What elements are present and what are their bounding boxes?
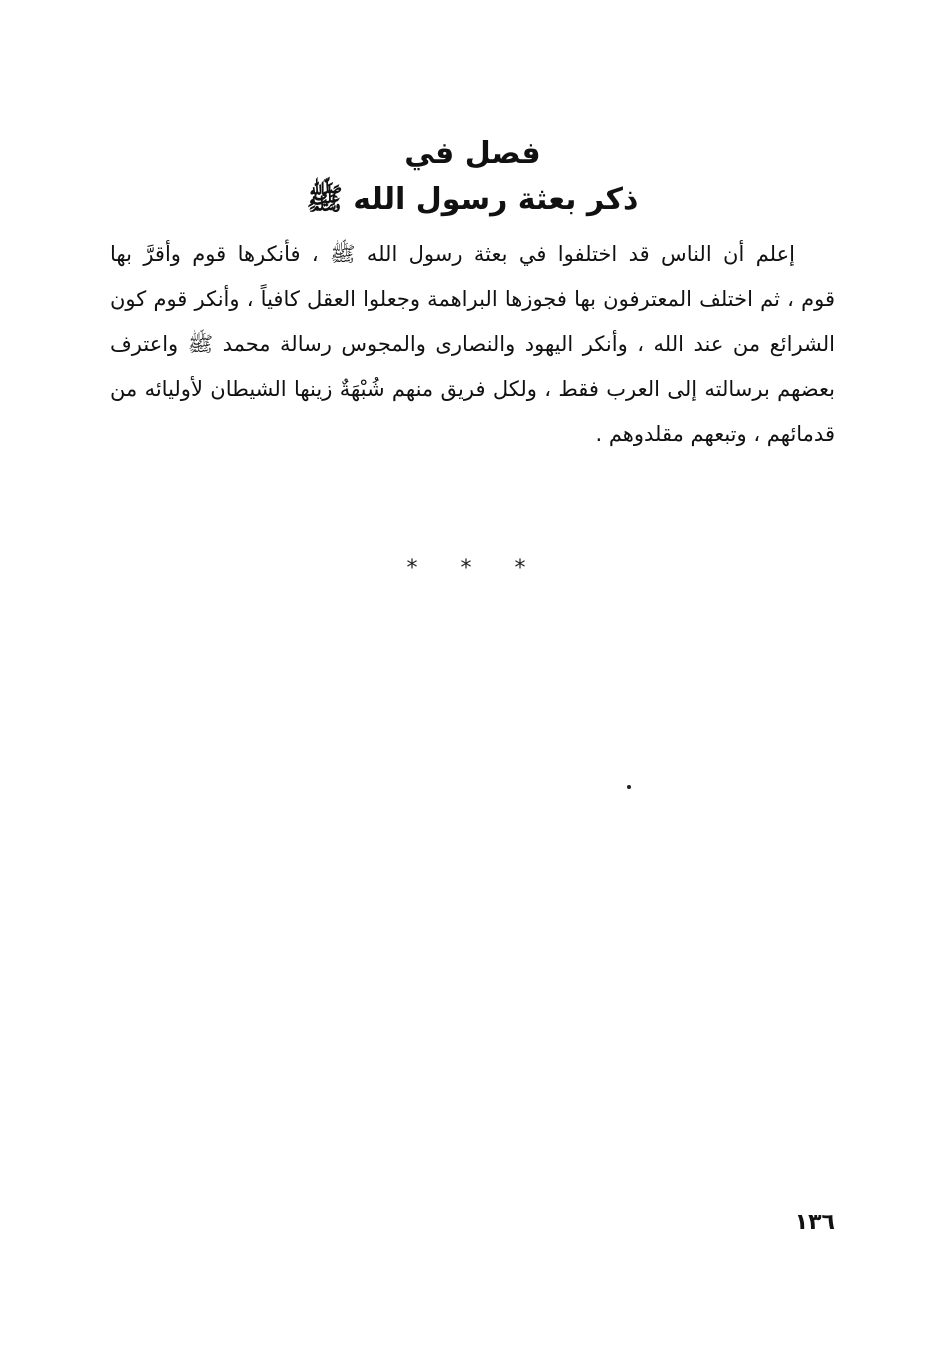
section-separator: * * * [406,556,544,581]
chapter-subheading: ذكر بعثة رسول الله ﷺ [306,182,639,217]
body-paragraph [110,232,835,457]
page-number: ١٣٦ [794,1210,835,1235]
print-speck [627,785,631,789]
paragraph-line: الشرائع من عند الله ، وأنكر اليهود والنصارى والمجوس رسالة محمد ﷺ واعترف [110,332,835,356]
chapter-heading: فصل في [404,136,541,171]
paragraph-line: قوم ، ثم اختلف المعترفون بها فجوزها البراهمة وجعلوا العقل كافياً ، وأنكر قوم كون [110,287,835,311]
paragraph-line: إعلم أن الناس قد اختلفوا في بعثة رسول الله ﷺ ، فأنكرها قوم وأقرَّ بها [110,242,795,266]
paragraph-line: بعضهم برسالته إلى العرب فقط ، ولكل فريق منهم شُبْهَةٌ زينها الشيطان لأوليائه من [110,377,835,401]
paragraph-line: قدمائهم ، وتبعهم مقلدوهم . [595,422,835,446]
